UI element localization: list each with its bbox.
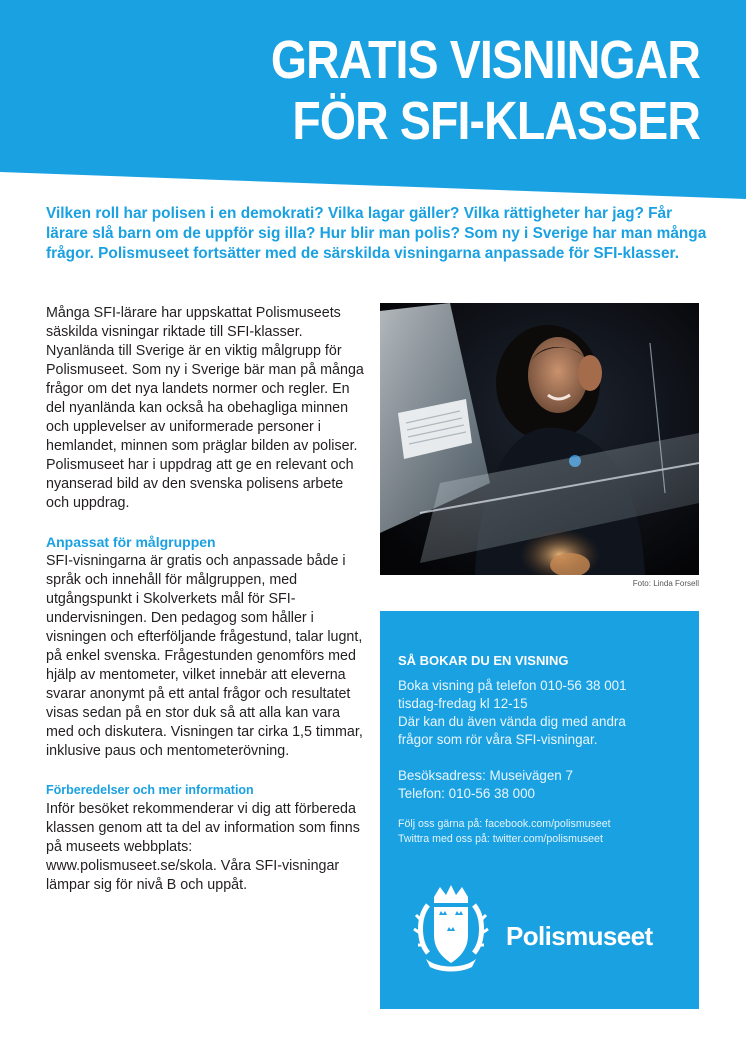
title-line-1: GRATIS VISNINGAR [270, 30, 700, 90]
photo-illustration [380, 303, 699, 575]
title-line-2: FÖR SFI-KLASSER [292, 91, 700, 151]
logo-text: Polismuseet [506, 921, 653, 951]
polismuseet-logo [406, 883, 691, 973]
visit-address: Besöksadress: Museivägen 7 [398, 768, 573, 783]
museum-photo [380, 303, 699, 575]
booking-line-1: Boka visning på telefon 010-56 38 001 [398, 678, 627, 693]
twitter-link[interactable]: Twittra med oss på: twitter.com/polismuseet [398, 833, 603, 845]
subhead-preparation: Förberedelser och mer information [46, 783, 254, 797]
booking-box [380, 611, 699, 1009]
article-body [46, 304, 366, 895]
booking-heading: SÅ BOKAR DU EN VISNING [398, 653, 569, 668]
article-paragraph-1: Många SFI-lärare har uppskattat Polismuseets säskilda visningar riktade till SFI-klasser. Nyanlända till Sverige är en viktig målgrupp för Polismuseet. Som ny i Sverige bär man på många frågor om det nya landets normer och regler. En del nyanlända kan också ha obehagliga minnen och upplevelser av uniformerade personer i hemlandet, minnen som präglar bilden av poliser. Polismuseet har i uppdrag att ge en relevant och nyanserad bild av den svenska polisens arbete och uppdrag. [46, 305, 364, 511]
intro-text: Vilken roll har polisen i en demokrati? Vilka lagar gäller? Vilka rättigheter har jag? Får lärare slå barn om de uppför sig illa? Hur blir man polis? Som ny i Sverige har man många frågor. Polismuseet fortsätter med de särskilda visningarna anpassade för SFI-klasser. [46, 205, 707, 262]
booking-line-2: tisdag-fredag kl 12-15 [398, 696, 528, 711]
page-title [271, 30, 700, 152]
subhead-target-group: Anpassat för målgruppen [46, 534, 216, 550]
article-paragraph-2: SFI-visningarna är gratis och anpassade både i språk och innehåll för målgruppen, med utgångspunkt i Skolverkets mål för SFI-undervisningen. Den pedagog som håller i visningen och efterföljande frågestund, talar lugnt, på enkel svenska. Frågestunden genomförs med hjälp av mentometer, vilket innebär att eleverna svarar anonymt på ett antal frågor och resultatet visas sedan på en stor duk så att alla kan vara med och diskutera. Visningen tar cirka 1,5 timmar, inklusive paus och mentometerövning. [46, 553, 363, 759]
photo-caption: Foto: Linda Forsell [632, 579, 699, 588]
booking-line-3: Där kan du även vända dig med andra [398, 714, 626, 729]
booking-line-4: frågor som rör våra SFI-visningar. [398, 732, 598, 747]
crown-shield-icon [406, 883, 496, 973]
article-paragraph-3: Inför besöket rekommenderar vi dig att förbereda klassen genom att ta del av information som finns på museets webbplats: www.polismuseet.se/skola. Våra SFI-visningar lämpar sig för nivå B och uppåt. [46, 801, 360, 893]
facebook-link[interactable]: Följ oss gärna på: facebook.com/polismuseet [398, 818, 611, 830]
visit-phone: Telefon: 010-56 38 000 [398, 786, 535, 801]
